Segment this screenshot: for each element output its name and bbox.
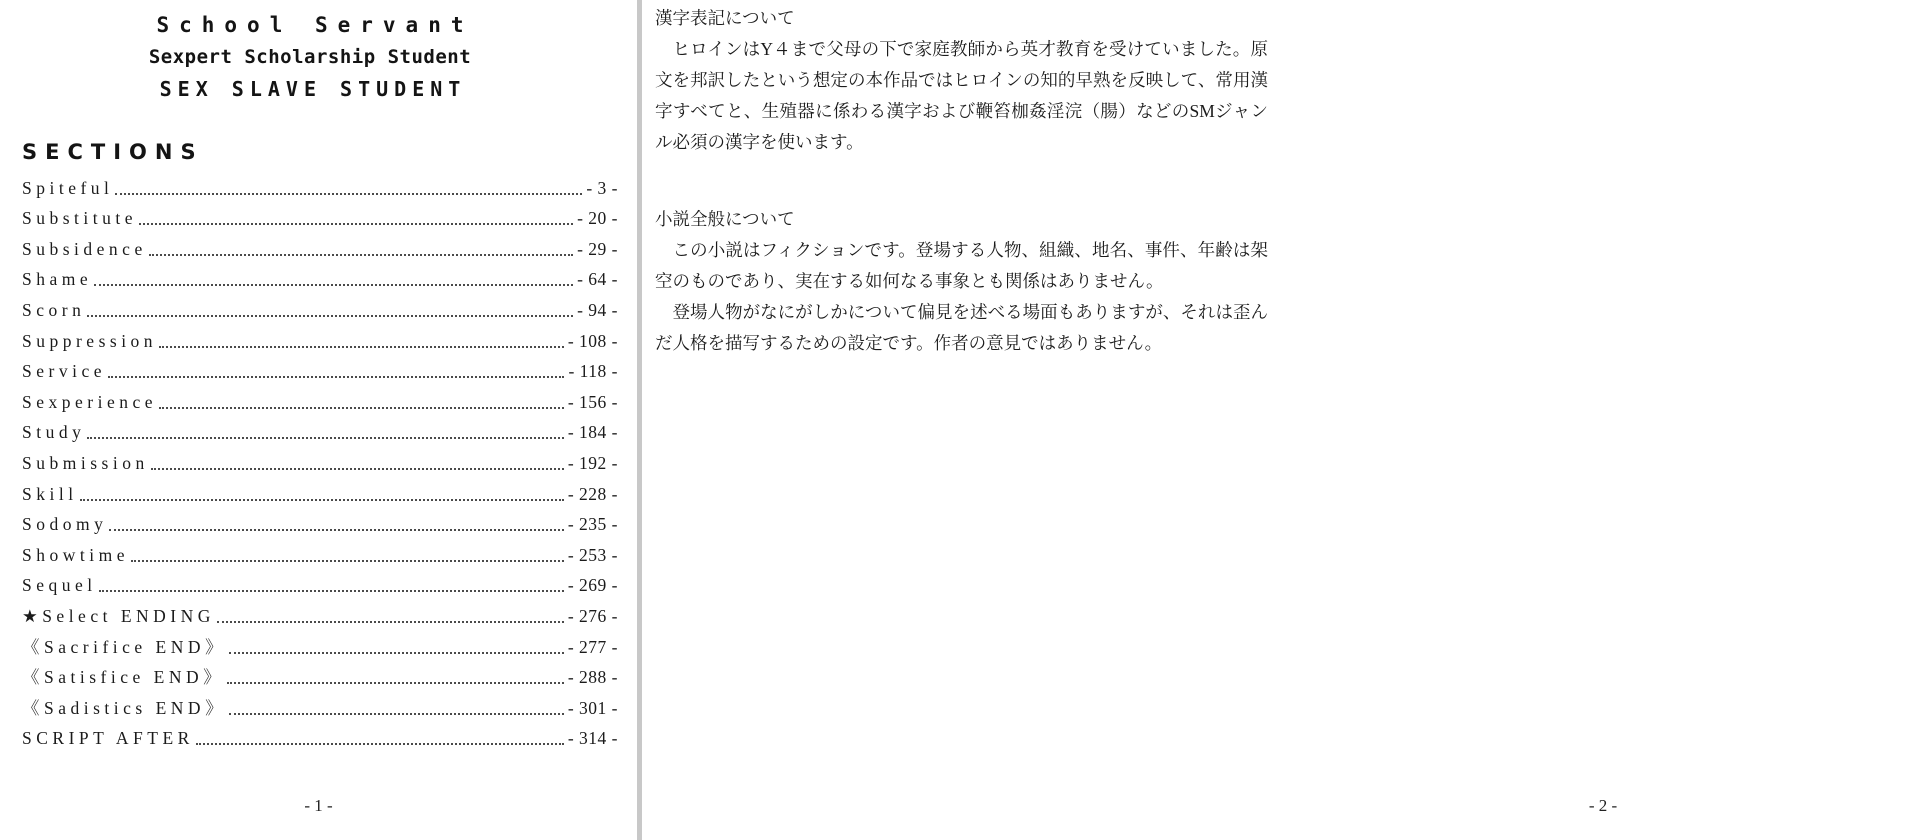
toc-page-number: - 20 -	[577, 208, 618, 229]
toc-row	[22, 658, 618, 689]
notes-sections	[655, 3, 1268, 359]
toc-row	[22, 260, 618, 291]
toc-dot-leader	[87, 315, 573, 317]
toc-page-number: - 269 -	[567, 575, 618, 596]
toc-page-number: - 156 -	[567, 391, 618, 412]
page-number-right: - 2 -	[1588, 796, 1618, 815]
toc-label: Suppression	[22, 330, 158, 351]
toc-dot-leader	[115, 193, 582, 195]
toc-dot-leader	[139, 223, 573, 225]
toc-dot-leader	[87, 437, 563, 439]
toc-label: Sexperience	[22, 391, 158, 412]
toc-dot-leader	[109, 529, 563, 531]
toc-row	[22, 413, 618, 444]
toc-label: 《Sacrifice END》	[22, 636, 228, 657]
page-right	[642, 0, 1618, 840]
toc-dot-leader	[229, 652, 564, 654]
toc-page-number: - 288 -	[567, 667, 618, 688]
toc-label: Sodomy	[22, 514, 108, 535]
toc-list	[22, 168, 618, 749]
toc-page-number: - 301 -	[567, 697, 618, 718]
book-title-line-2: Sexpert Scholarship Student	[148, 46, 472, 68]
toc-page-number: - 184 -	[567, 422, 618, 443]
toc-row	[22, 229, 618, 260]
toc-dot-leader	[151, 468, 564, 470]
toc-page-number: - 228 -	[567, 483, 618, 504]
toc-label: ★Select ENDING	[22, 605, 215, 626]
toc-label: Scorn	[22, 299, 86, 320]
toc-label: Showtime	[22, 544, 129, 565]
toc-label: Substitute	[22, 208, 138, 229]
notes-section-heading: 漢字表記について	[655, 8, 795, 28]
toc-dot-leader	[217, 621, 564, 623]
toc-dot-leader	[80, 499, 564, 501]
book-title-line-3: SEX SLAVE STUDENT	[159, 77, 467, 101]
notes-paragraph: この小説はフィクションです。登場する人物、組織、地名、事件、年齢は架空のものであり、実在する如何なる事象とも関係はありません。	[655, 240, 1268, 291]
toc-row	[22, 627, 618, 658]
book-title-block	[0, 13, 620, 101]
toc-row	[22, 321, 618, 352]
toc-dot-leader	[196, 743, 564, 745]
toc-row	[22, 199, 618, 230]
toc-page-number: - 276 -	[567, 605, 618, 626]
toc-page-number: - 235 -	[567, 514, 618, 535]
toc-dot-leader	[149, 254, 573, 256]
toc-page-number: - 118 -	[568, 361, 618, 382]
notes-section	[655, 3, 1268, 158]
toc-label: Submission	[22, 452, 149, 473]
toc-page-number: - 253 -	[567, 544, 618, 565]
toc-row	[22, 474, 618, 505]
toc-label: Service	[22, 361, 106, 382]
toc-page-number: - 277 -	[567, 636, 618, 657]
toc-row	[22, 719, 618, 750]
toc-dot-leader	[131, 560, 564, 562]
toc-label: 《Sadistics END》	[22, 697, 228, 718]
toc-dot-leader	[159, 346, 564, 348]
toc-dot-leader	[99, 590, 564, 592]
toc-page-number: - 3 -	[586, 177, 618, 198]
toc-dot-leader	[229, 713, 564, 715]
toc-row	[22, 505, 618, 536]
toc-label: SCRIPT AFTER	[22, 728, 194, 749]
toc-dot-leader	[108, 376, 565, 378]
toc-label: Shame	[22, 269, 93, 290]
toc-row	[22, 566, 618, 597]
toc-label: Skill	[22, 483, 78, 504]
notes-section	[655, 204, 1268, 359]
toc-row	[22, 290, 618, 321]
toc-row	[22, 382, 618, 413]
toc-row	[22, 535, 618, 566]
page-left	[0, 0, 637, 840]
toc-label: Subsidence	[22, 238, 147, 259]
toc-dot-leader	[227, 682, 564, 684]
notes-paragraph: 登場人物がなにがしかについて偏見を述べる場面もありますが、それは歪んだ人格を描写するための設定です。作者の意見ではありません。	[655, 302, 1268, 353]
notes-section-heading: 小説全般について	[655, 209, 795, 229]
toc-row	[22, 688, 618, 719]
toc-label: Spiteful	[22, 177, 114, 198]
page-number-left: - 1 -	[304, 796, 333, 815]
toc-dot-leader	[159, 407, 564, 409]
toc-dot-leader	[94, 284, 573, 286]
toc-label: Sequel	[22, 575, 97, 596]
toc-label: 《Satisfice END》	[22, 667, 226, 688]
toc-row	[22, 596, 618, 627]
toc-page-number: - 108 -	[567, 330, 618, 351]
toc-page-number: - 192 -	[567, 452, 618, 473]
toc-page-number: - 314 -	[567, 728, 618, 749]
book-title-line-1: School Servant	[156, 13, 474, 37]
toc-page-number: - 29 -	[577, 238, 618, 259]
sections-heading: SECTIONS	[22, 140, 204, 164]
notes-paragraph: ヒロインはY４まで父母の下で家庭教師から英才教育を受けていました。原文を邦訳したという想定の本作品ではヒロインの知的早熟を反映して、常用漢字すべてと、生殖器に係わる漢字および鞭笞枷姦淫浣（腸）などのSMジャンル必須の漢字を使います。	[655, 39, 1268, 152]
toc-row	[22, 352, 618, 383]
toc-row	[22, 168, 618, 199]
toc-label: Study	[22, 422, 86, 443]
toc-row	[22, 443, 618, 474]
toc-page-number: - 64 -	[577, 269, 618, 290]
toc-page-number: - 94 -	[577, 299, 618, 320]
